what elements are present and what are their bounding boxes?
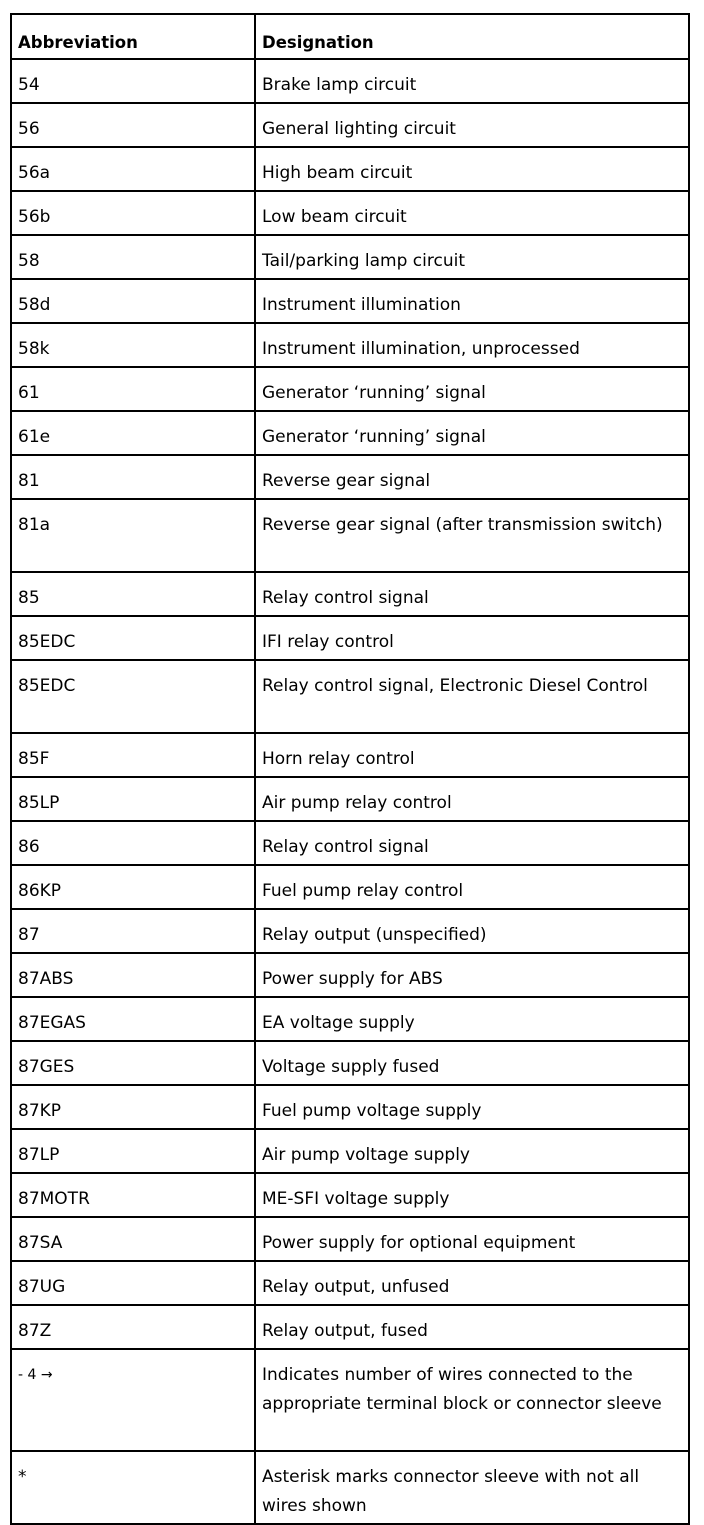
designation-cell: Indicates number of wires connected to the appropriate terminal block or connector sleeve — [255, 1349, 689, 1451]
table-row — [11, 323, 689, 367]
abbreviation-cell: 61e — [11, 411, 255, 455]
table-row — [11, 1217, 689, 1261]
designation-cell: Asterisk marks connector sleeve with not all wires shown — [255, 1451, 689, 1524]
table-row — [11, 572, 689, 616]
abbreviation-table — [10, 13, 690, 1525]
column-header-designation: Designation — [255, 14, 689, 59]
table-row — [11, 733, 689, 777]
abbreviation-cell: 87UG — [11, 1261, 255, 1305]
designation-cell: Instrument illumination — [255, 279, 689, 323]
table-row — [11, 411, 689, 455]
designation-cell: Relay output, fused — [255, 1305, 689, 1349]
wire-count-arrow-cell: - 4 → — [11, 1349, 255, 1451]
abbreviation-cell: 58 — [11, 235, 255, 279]
abbreviation-cell: 85EDC — [11, 660, 255, 733]
table-row — [11, 953, 689, 997]
abbreviation-cell: 87LP — [11, 1129, 255, 1173]
designation-cell: ME-SFI voltage supply — [255, 1173, 689, 1217]
table-row — [11, 455, 689, 499]
table-row — [11, 660, 689, 733]
designation-cell: Generator ‘running’ signal — [255, 367, 689, 411]
table-row — [11, 499, 689, 572]
table-row — [11, 103, 689, 147]
abbreviation-cell: 86 — [11, 821, 255, 865]
abbreviation-cell: 87EGAS — [11, 997, 255, 1041]
designation-cell: Voltage supply fused — [255, 1041, 689, 1085]
table-row — [11, 1129, 689, 1173]
table-header-row — [11, 14, 689, 59]
table-row — [11, 1041, 689, 1085]
abbreviation-cell: 85LP — [11, 777, 255, 821]
abbreviation-cell: 86KP — [11, 865, 255, 909]
abbreviation-table-page — [10, 13, 688, 1525]
table-row — [11, 1173, 689, 1217]
table-row — [11, 777, 689, 821]
abbreviation-cell: 85 — [11, 572, 255, 616]
designation-cell: EA voltage supply — [255, 997, 689, 1041]
asterisk-cell: * — [11, 1451, 255, 1524]
designation-cell: Relay control signal — [255, 821, 689, 865]
table-row — [11, 865, 689, 909]
table-row — [11, 279, 689, 323]
abbreviation-cell: 87Z — [11, 1305, 255, 1349]
abbreviation-cell: 87ABS — [11, 953, 255, 997]
designation-cell: Relay output (unspecified) — [255, 909, 689, 953]
designation-cell: Reverse gear signal (after transmission switch) — [255, 499, 689, 572]
designation-cell: High beam circuit — [255, 147, 689, 191]
abbreviation-cell: 87GES — [11, 1041, 255, 1085]
designation-cell: Relay output, unfused — [255, 1261, 689, 1305]
table-row — [11, 367, 689, 411]
table-row — [11, 1261, 689, 1305]
abbreviation-cell: 81 — [11, 455, 255, 499]
table-row — [11, 59, 689, 103]
abbreviation-cell: 87KP — [11, 1085, 255, 1129]
designation-cell: Fuel pump voltage supply — [255, 1085, 689, 1129]
designation-cell: Low beam circuit — [255, 191, 689, 235]
abbreviation-cell: 87SA — [11, 1217, 255, 1261]
abbreviation-cell: 56 — [11, 103, 255, 147]
abbreviation-cell: 61 — [11, 367, 255, 411]
table-row — [11, 191, 689, 235]
abbreviation-cell: 58d — [11, 279, 255, 323]
designation-cell: Air pump relay control — [255, 777, 689, 821]
designation-cell: Air pump voltage supply — [255, 1129, 689, 1173]
designation-cell: Reverse gear signal — [255, 455, 689, 499]
table-row — [11, 1349, 689, 1451]
table-row — [11, 821, 689, 865]
abbreviation-cell: 58k — [11, 323, 255, 367]
designation-cell: General lighting circuit — [255, 103, 689, 147]
designation-cell: Fuel pump relay control — [255, 865, 689, 909]
table-row — [11, 1451, 689, 1524]
column-header-abbreviation: Abbreviation — [11, 14, 255, 59]
designation-cell: Relay control signal, Electronic Diesel Control — [255, 660, 689, 733]
table-row — [11, 616, 689, 660]
abbreviation-cell: 85F — [11, 733, 255, 777]
designation-cell: Power supply for ABS — [255, 953, 689, 997]
table-row — [11, 147, 689, 191]
designation-cell: Horn relay control — [255, 733, 689, 777]
designation-cell: Power supply for optional equipment — [255, 1217, 689, 1261]
table-row — [11, 997, 689, 1041]
abbreviation-cell: 81a — [11, 499, 255, 572]
table-row — [11, 1305, 689, 1349]
designation-cell: Relay control signal — [255, 572, 689, 616]
abbreviation-cell: 85EDC — [11, 616, 255, 660]
table-row — [11, 1085, 689, 1129]
abbreviation-cell: 56b — [11, 191, 255, 235]
abbreviation-cell: 87 — [11, 909, 255, 953]
designation-cell: Instrument illumination, unprocessed — [255, 323, 689, 367]
designation-cell: Brake lamp circuit — [255, 59, 689, 103]
table-row — [11, 235, 689, 279]
designation-cell: Generator ‘running’ signal — [255, 411, 689, 455]
abbreviation-cell: 87MOTR — [11, 1173, 255, 1217]
designation-cell: Tail/parking lamp circuit — [255, 235, 689, 279]
abbreviation-cell: 54 — [11, 59, 255, 103]
designation-cell: IFI relay control — [255, 616, 689, 660]
table-row — [11, 909, 689, 953]
abbreviation-cell: 56a — [11, 147, 255, 191]
